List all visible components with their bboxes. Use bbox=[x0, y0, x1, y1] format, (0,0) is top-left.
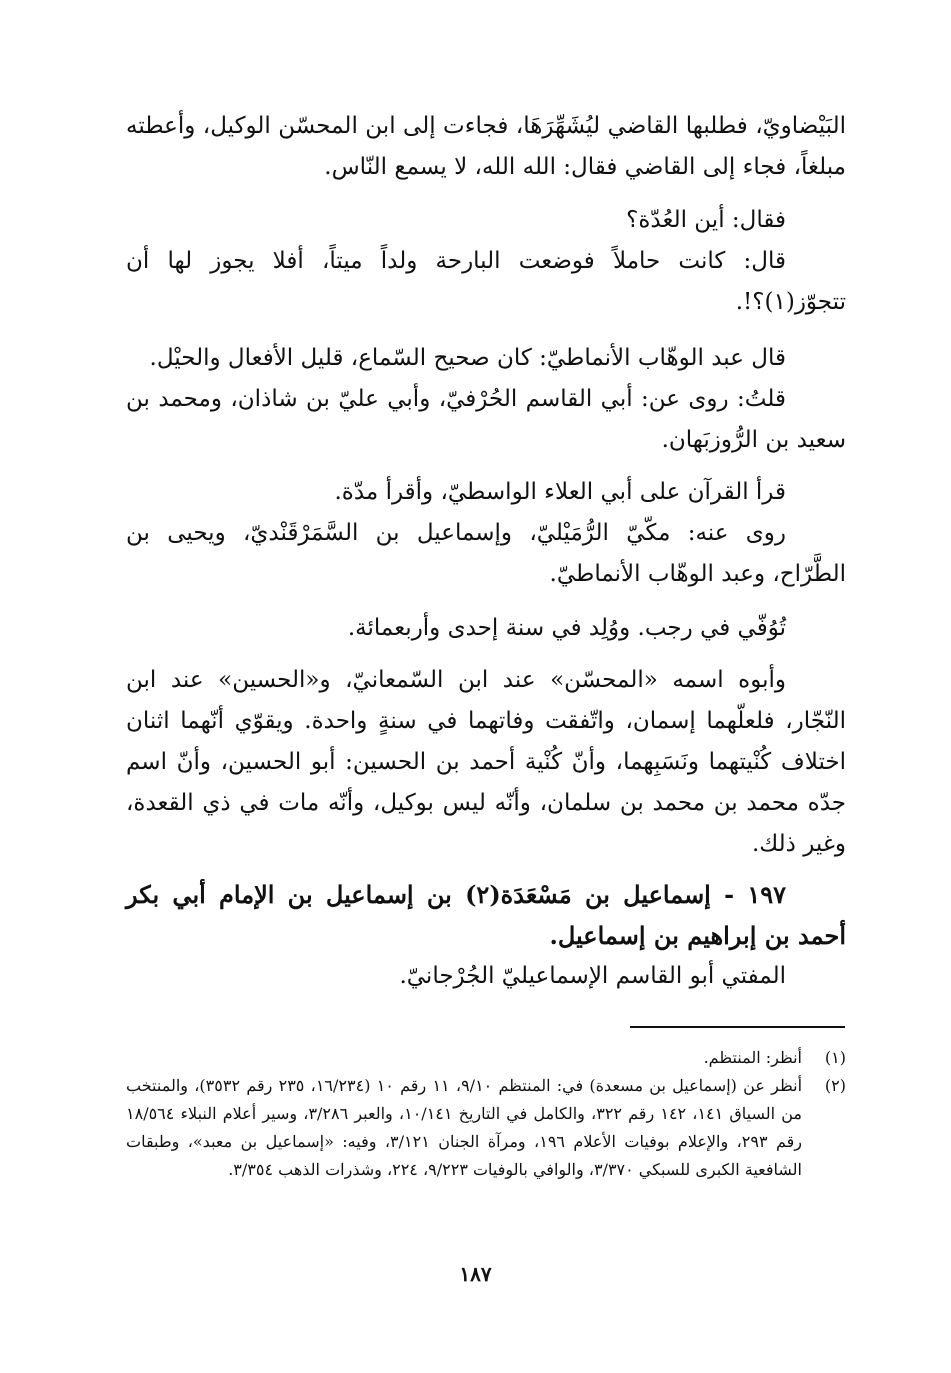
paragraph-intro: البَيْضاويّ، فطلبها القاضي ليُشَهِّرَهَا، فجاءت إلى ابن المحسّن الوكيل، وأعطته مبلغاً، فجاء إلى القاضي فقال: الله الله، لا يسمع النّاس. bbox=[126, 113, 846, 180]
body-block-1 bbox=[126, 106, 846, 188]
paragraph-death: تُوُفّي في رجب. ووُلِد في سنة إحدى وأربعمائة. bbox=[347, 615, 786, 641]
paragraph-narrated-from: قلتُ: روى عن: أبي القاسم الحُرْفيّ، وأبي عليّ بن شاذان، ومحمد بن سعيد بن الرُّوزبَهان. bbox=[126, 386, 846, 453]
body-block-4 bbox=[126, 472, 846, 595]
footnote-number: (٢) bbox=[824, 1076, 846, 1095]
body-block-5 bbox=[126, 608, 846, 649]
body-block-2 bbox=[126, 200, 846, 323]
footnote-text: أنظر: المنتظم. bbox=[703, 1048, 802, 1067]
paragraph-father: وأبوه اسمه «المحسّن» عند ابن السّمعانيّ، و«الحسين» عند ابن النّجّار، فلعلّهما إسمان، واتّفقت وفاتهما في سنةٍ واحدة. ويقوّي أنّهما اثنان اختلاف كُنْيتهما ونَسَبِهما، وأنّ كُنْية أحمد بن الحسين: أبو الحسين، وأنّ اسم جدّه محمد بن محمد بن سلمان، وأنّه ليس بوكيل، وأنّه مات في ذي القعدة، وغير ذلك. bbox=[126, 667, 846, 857]
paragraph-quran: قرأ القرآن على أبي العلاء الواسطيّ، وأقرأ مدّة. bbox=[334, 479, 786, 505]
paragraph-narrated-by: روى عنه: مكّيّ الرُّمَيْليّ، وإسماعيل بن السَّمَرْقَنْديّ، ويحيى بن الطَّرّاح، وعبد الوهّاب الأنماطيّ. bbox=[126, 520, 846, 587]
footnote-text: أنظر عن (إسماعيل بن مسعدة) في: المنتظم ٩/١٠، ١١ رقم ١٠ (١٦/٢٣٤، ٢٣٥ رقم ٣٥٣٢)، والمنتخب من السياق ١٤١، ١٤٢ رقم ٣٢٢، والكامل في التاريخ ١٠/١٤١، والعبر ٣/٢٨٦، وسير أعلام النبلاء ١٨/٥٦٤ رقم ٢٩٣، والإعلام بوفيات الأعلام ١٩٦، ومرآة الجنان ٣/١٢١، وفيه: «إسماعيل بن معبد»، وطبقات الشافعية الكبرى للسبكي ٣/٣٧٠، والوافي بالوفيات ٩/٢٢٣، ٢٢٤، وشذرات الذهب ٣/٣٥٤. bbox=[126, 1076, 803, 1179]
paragraph-mufti: المفتي أبو القاسم الإسماعيليّ الجُرْجانيّ. bbox=[399, 963, 786, 989]
paragraph-question: فقال: أين العُدّة؟ bbox=[626, 207, 786, 233]
footnote-divider bbox=[630, 1026, 845, 1028]
paragraph-answer: قال: كانت حاملاً فوضعت البارحة ولداً ميتاً، أفلا يجوز لها أن تتجوّز(١)؟!. bbox=[126, 248, 846, 315]
body-block-6 bbox=[126, 660, 846, 865]
entry-heading-197: ١٩٧ - إسماعيل بن مَسْعَدَة(٢) بن إسماعيل بن الإمام أبي بكر أحمد بن إبراهيم بن إسماعيل. bbox=[126, 880, 846, 950]
footnote-number: (١) bbox=[824, 1048, 846, 1067]
footnote-1 bbox=[126, 1044, 846, 1072]
page-number: ١٨٧ bbox=[459, 1262, 492, 1286]
body-block-7 bbox=[126, 874, 846, 997]
paragraph-anmati: قال عبد الوهّاب الأنماطيّ: كان صحيح السّماع، قليل الأفعال والحيْل. bbox=[149, 345, 786, 371]
footnote-2 bbox=[126, 1072, 846, 1184]
body-block-3 bbox=[126, 338, 846, 461]
footnotes bbox=[126, 1044, 846, 1184]
